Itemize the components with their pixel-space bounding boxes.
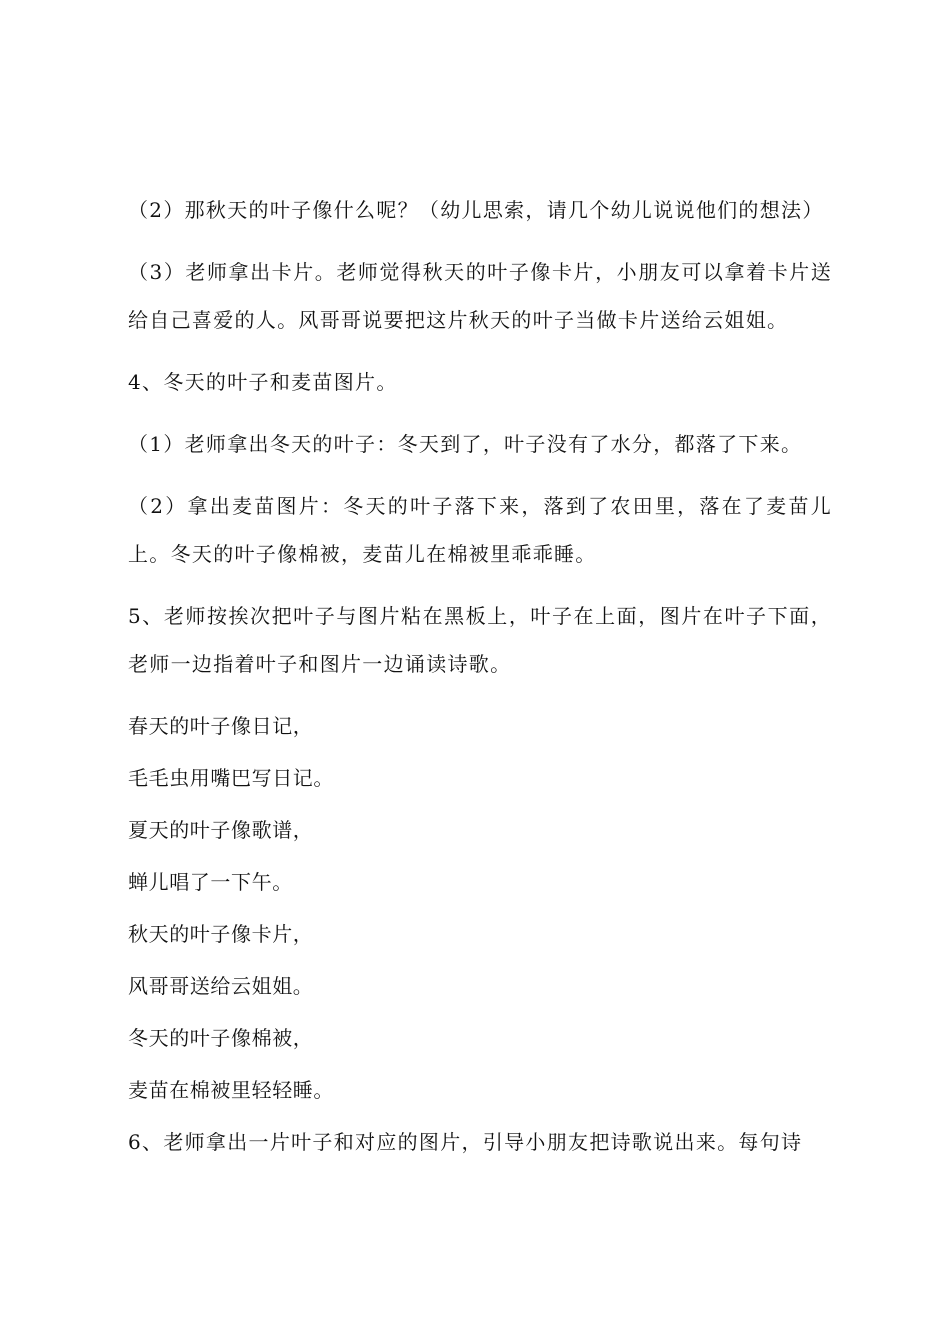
paragraph-step-5: 5、老师按挨次把叶子与图片粘在黑板上，叶子在上面，图片在叶子下面，老师一边指着叶子和图片一边诵读诗歌。 <box>128 604 832 676</box>
paragraph-wheat-picture: （2）拿出麦苗图片：冬天的叶子落下来，落到了农田里，落在了麦苗儿上。冬天的叶子像棉被，麦苗儿在棉被里乖乖睡。 <box>128 494 832 566</box>
paragraph-step-4: 4、冬天的叶子和麦苗图片。 <box>128 370 398 394</box>
poem-line: 毛毛虫用嘴巴写日记。 <box>128 766 334 790</box>
poem-line: 冬天的叶子像棉被， <box>128 1026 314 1050</box>
paragraph-winter-leaf: （1）老师拿出冬天的叶子：冬天到了，叶子没有了水分，都落了下来。 <box>128 432 803 456</box>
poem-line: 夏天的叶子像歌谱， <box>128 818 314 842</box>
paragraph-autumn-card: （3）老师拿出卡片。老师觉得秋天的叶子像卡片，小朋友可以拿着卡片送给自己喜爱的人。风哥哥说要把这片秋天的叶子当做卡片送给云姐姐。 <box>128 260 832 332</box>
document-body <box>128 186 832 1180</box>
poem-line: 秋天的叶子像卡片， <box>128 922 314 946</box>
paragraph-step-6: 6、老师拿出一片叶子和对应的图片，引导小朋友把诗歌说出来。每句诗 <box>128 1130 803 1154</box>
poem-line: 蝉儿唱了一下午。 <box>128 870 293 894</box>
poem-line: 春天的叶子像日记， <box>128 714 314 738</box>
poem-line: 风哥哥送给云姐姐。 <box>128 974 314 998</box>
paragraph-autumn-question: （2）那秋天的叶子像什么呢？（幼儿思索，请几个幼儿说说他们的想法） <box>128 198 824 222</box>
poem-line: 麦苗在棉被里轻轻睡。 <box>128 1078 334 1102</box>
